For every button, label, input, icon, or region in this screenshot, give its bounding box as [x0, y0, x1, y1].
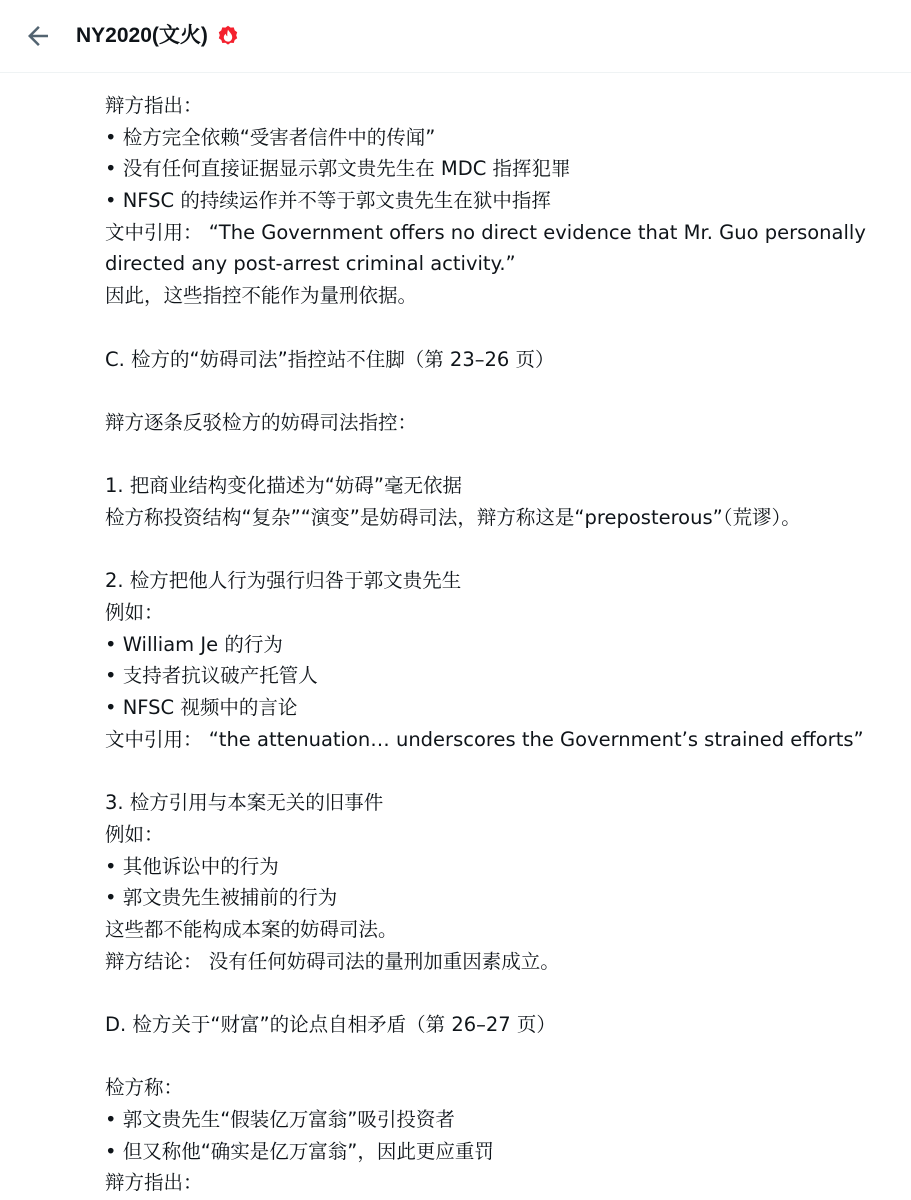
- text-line: 辩方逐条反驳检方的妨碍司法指控：: [105, 410, 418, 434]
- text-line: 检方称投资结构“复杂”“演变”是妨碍司法，辩方称这是“preposterous”（荒谬）。: [105, 505, 801, 529]
- flame-badge-icon: [216, 24, 240, 48]
- text-line: 因此，这些指控不能作为量刑依据。: [105, 284, 418, 308]
- top-bar: [0, 0, 911, 73]
- blank-line: [105, 439, 895, 471]
- blank-line: [105, 755, 895, 787]
- bullet-line: • 检方完全依赖“受害者信件中的传闻”: [105, 125, 436, 149]
- bullet-line: • 支持者抗议破产托管人: [105, 664, 318, 688]
- post-text: [105, 90, 895, 1199]
- section-heading: C. 检方的“妨碍司法”指控站不住脚（第 23–26 页）: [105, 347, 555, 371]
- blank-line: [105, 1041, 895, 1073]
- text-line: 例如：: [105, 822, 164, 846]
- text-line: 辩方结论： 没有任何妨碍司法的量刑加重因素成立。: [105, 949, 560, 973]
- bullet-line: • 郭文贵先生被捕前的行为: [105, 886, 338, 910]
- blank-line: [105, 977, 895, 1009]
- numbered-point: 1. 把商业结构变化描述为“妨碍”毫无依据: [105, 474, 463, 498]
- text-line: 辩方指出：: [105, 1171, 203, 1195]
- bullet-line: • William Je 的行为: [105, 632, 283, 656]
- bullet-line: • 其他诉讼中的行为: [105, 854, 279, 878]
- section-heading: D. 检方关于“财富”的论点自相矛盾（第 26–27 页）: [105, 1012, 556, 1036]
- text-line: 这些都不能构成本案的妨碍司法。: [105, 917, 398, 941]
- numbered-point: 3. 检方引用与本案无关的旧事件: [105, 791, 384, 815]
- back-button[interactable]: [20, 18, 56, 54]
- text-line: 例如：: [105, 601, 164, 624]
- arrow-left-icon: [23, 21, 53, 51]
- text-line: 辩方指出：: [105, 94, 203, 117]
- blank-line: [105, 534, 895, 566]
- profile-title[interactable]: [76, 19, 240, 53]
- bullet-line: • NFSC 的持续运作并不等于郭文贵先生在狱中指挥: [105, 189, 551, 213]
- bullet-line: • 但又称他“确实是亿万富翁”，因此更应重罚: [105, 1139, 494, 1163]
- blank-line: [105, 312, 895, 344]
- quote-line: 文中引用： “the attenuation… underscores the Government’s strained efforts”: [105, 727, 864, 751]
- text-line: 检方称：: [105, 1076, 184, 1100]
- bullet-line: • NFSC 视频中的言论: [105, 696, 298, 720]
- bullet-line: • 没有任何直接证据显示郭文贵先生在 MDC 指挥犯罪: [105, 157, 571, 181]
- numbered-point: 2. 检方把他人行为强行归咎于郭文贵先生: [105, 569, 462, 593]
- bullet-line: • 郭文贵先生“假装亿万富翁”吸引投资者: [105, 1108, 455, 1131]
- page-title[interactable]: NY2020(文火): [76, 24, 208, 47]
- quote-line: directed any post-arrest criminal activity.”: [105, 252, 516, 276]
- quote-line: 文中引用： “The Government offers no direct evidence that Mr. Guo personally: [105, 220, 866, 244]
- blank-line: [105, 375, 895, 407]
